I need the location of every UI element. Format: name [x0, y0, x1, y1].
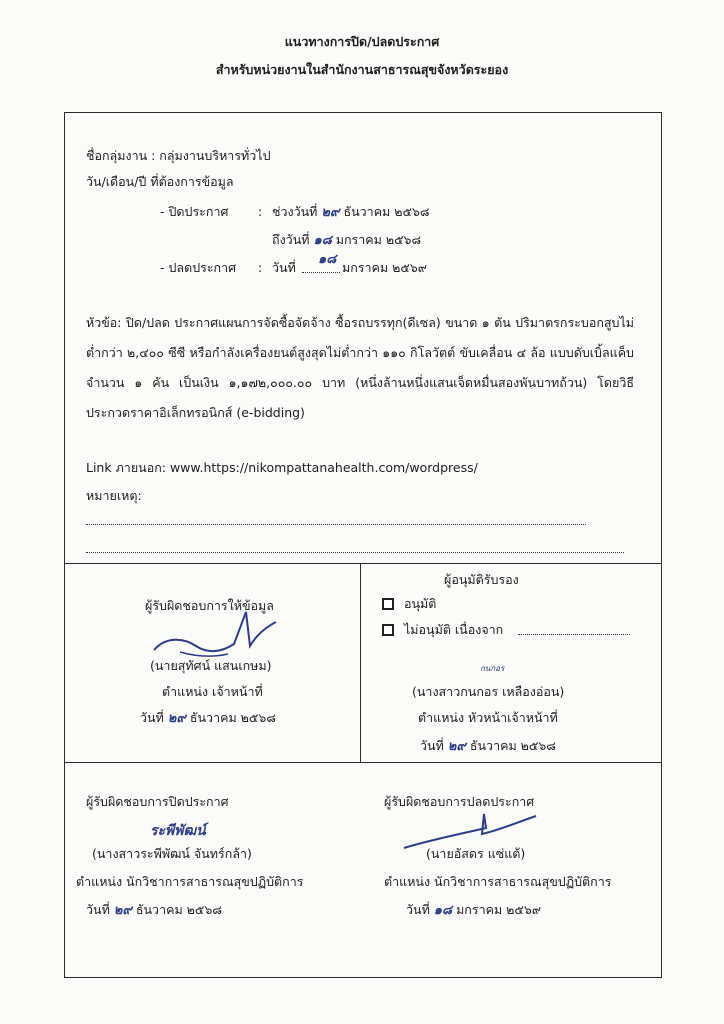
- remover-date-suffix: มกราคม ๒๕๖๙: [456, 902, 541, 917]
- poster-date-prefix: วันที่: [86, 902, 110, 917]
- approve-checkbox[interactable]: [382, 598, 394, 610]
- info-provider-date-day: ๒๙: [167, 711, 186, 726]
- poster-date: [86, 902, 222, 919]
- table-left-border: [64, 112, 65, 978]
- reject-reason-line: [518, 634, 630, 635]
- approver-date-day: ๒๙: [447, 739, 466, 754]
- table-top-border: [64, 112, 662, 113]
- remove-day-dots: [302, 272, 340, 273]
- external-link[interactable]: Link ภายนอก: www.https://nikompattanahealth.com/wordpress/: [86, 460, 478, 475]
- remover-name: (นายอัสดร แซ่แต้): [426, 846, 526, 861]
- info-provider-heading: ผู้รับผิดชอบการให้ข้อมูล: [145, 598, 274, 613]
- poster-date-day: ๒๙: [113, 903, 132, 918]
- remove-label: - ปลดประกาศ: [160, 260, 237, 275]
- remover-date-day: ๑๘: [433, 903, 453, 918]
- info-provider-signature: [150, 606, 280, 662]
- remover-heading: ผู้รับผิดชอบการปลดประกาศ: [384, 794, 535, 809]
- info-provider-date-suffix: ธันวาคม ๒๕๖๘: [189, 710, 276, 725]
- date-required-label: วัน/เดือน/ปี ที่ต้องการข้อมูล: [86, 174, 234, 189]
- post-from-suffix: ธันวาคม ๒๕๖๘: [343, 204, 430, 219]
- approver-date-prefix: วันที่: [420, 738, 444, 753]
- approver-heading: ผู้อนุมัติรับรอง: [444, 572, 519, 587]
- post-from-prefix: ช่วงวันที่: [272, 204, 318, 219]
- approver-position: ตำแหน่ง หัวหน้าเจ้าหน้าที่: [418, 710, 558, 725]
- table-bottom-border: [64, 977, 662, 978]
- info-provider-position: ตำแหน่ง เจ้าหน้าที่: [162, 684, 263, 699]
- group-name: ชื่อกลุ่มงาน : กลุ่มงานบริหารทั่วไป: [86, 148, 271, 163]
- table-right-border: [661, 112, 662, 978]
- reject-label: ไม่อนุมัติ เนื่องจาก: [404, 622, 504, 637]
- post-to-suffix: มกราคม ๒๕๖๘: [335, 232, 422, 247]
- post-colon: :: [258, 204, 263, 219]
- remove-day: ๑๘: [318, 252, 337, 267]
- approver-date-suffix: ธันวาคม ๒๕๖๘: [469, 738, 556, 753]
- column-divider: [360, 563, 361, 763]
- poster-date-suffix: ธันวาคม ๒๕๖๘: [135, 902, 222, 917]
- remover-date: [406, 902, 541, 919]
- signature-divider: [64, 762, 662, 763]
- poster-name: (นางสาวระพีพัฒน์ จันทร์กล้า): [92, 846, 252, 861]
- remove-suffix: มกราคม ๒๕๖๙: [342, 260, 427, 275]
- post-to-date: [272, 232, 421, 249]
- remarks-line-1: [86, 524, 586, 525]
- remover-date-prefix: วันที่: [406, 902, 430, 917]
- approve-label: อนุมัติ: [404, 596, 437, 611]
- approver-signature: กนกอร: [480, 664, 505, 673]
- poster-position: ตำแหน่ง นักวิชาการสาธารณสุขปฏิบัติการ: [76, 874, 304, 889]
- post-label: - ปิดประกาศ: [160, 204, 229, 219]
- post-from-day: ๒๙: [321, 205, 340, 220]
- remarks-line-2: [86, 552, 624, 553]
- remove-prefix: วันที่: [272, 260, 296, 275]
- remove-colon: :: [258, 260, 263, 275]
- approver-date: [420, 738, 556, 755]
- reject-checkbox[interactable]: [382, 624, 394, 636]
- topic-text: หัวข้อ: ปิด/ปลด ประกาศแผนการจัดซื้อจัดจ้าง ซื้อรถบรรทุก(ดีเซล) ขนาด ๑ ตัน ปริมาตรกระบอกสูบไม่ต่ำกว่า ๒,๔๐๐ ซีซี หรือกำลังเครื่องยนต์สูงสุดไม่ต่ำกว่า ๑๑๐ กิโลวัตต์ ขับเคลื่อน ๔ ล้อ แบบดับเบิ้ลแค็บ จำนวน ๑ คัน เป็นเงิน ๑,๑๗๒,๐๐๐.๐๐ บาท (หนึ่งล้านหนึ่งแสนเจ็ดหมื่นสองพันบาทถ้วน) โดยวิธีประกวดราคาอิเล็กทรอนิกส์ (e-bidding): [86, 315, 634, 420]
- poster-heading: ผู้รับผิดชอบการปิดประกาศ: [86, 794, 229, 809]
- section-divider: [64, 563, 662, 564]
- post-to-prefix: ถึงวันที่: [272, 232, 310, 247]
- info-provider-name: (นายสุทัศน์ แสนเกษม): [150, 658, 272, 673]
- info-provider-date: [140, 710, 276, 727]
- approver-name: (นางสาวกนกอร เหลืองอ่อน): [412, 684, 565, 699]
- page-title: แนวทางการปิด/ปลดประกาศ: [284, 34, 440, 49]
- remarks-label: หมายเหตุ:: [86, 488, 142, 503]
- remover-position: ตำแหน่ง นักวิชาการสาธารณสุขปฏิบัติการ: [384, 874, 612, 889]
- post-from-date: [272, 204, 430, 221]
- poster-signature: ระพีพัฒน์: [150, 823, 206, 839]
- page-subtitle: สำหรับหน่วยงานในสำนักงานสาธารณสุขจังหวัดระยอง: [215, 62, 509, 77]
- post-to-day: ๑๘: [313, 233, 332, 248]
- info-provider-date-prefix: วันที่: [140, 710, 164, 725]
